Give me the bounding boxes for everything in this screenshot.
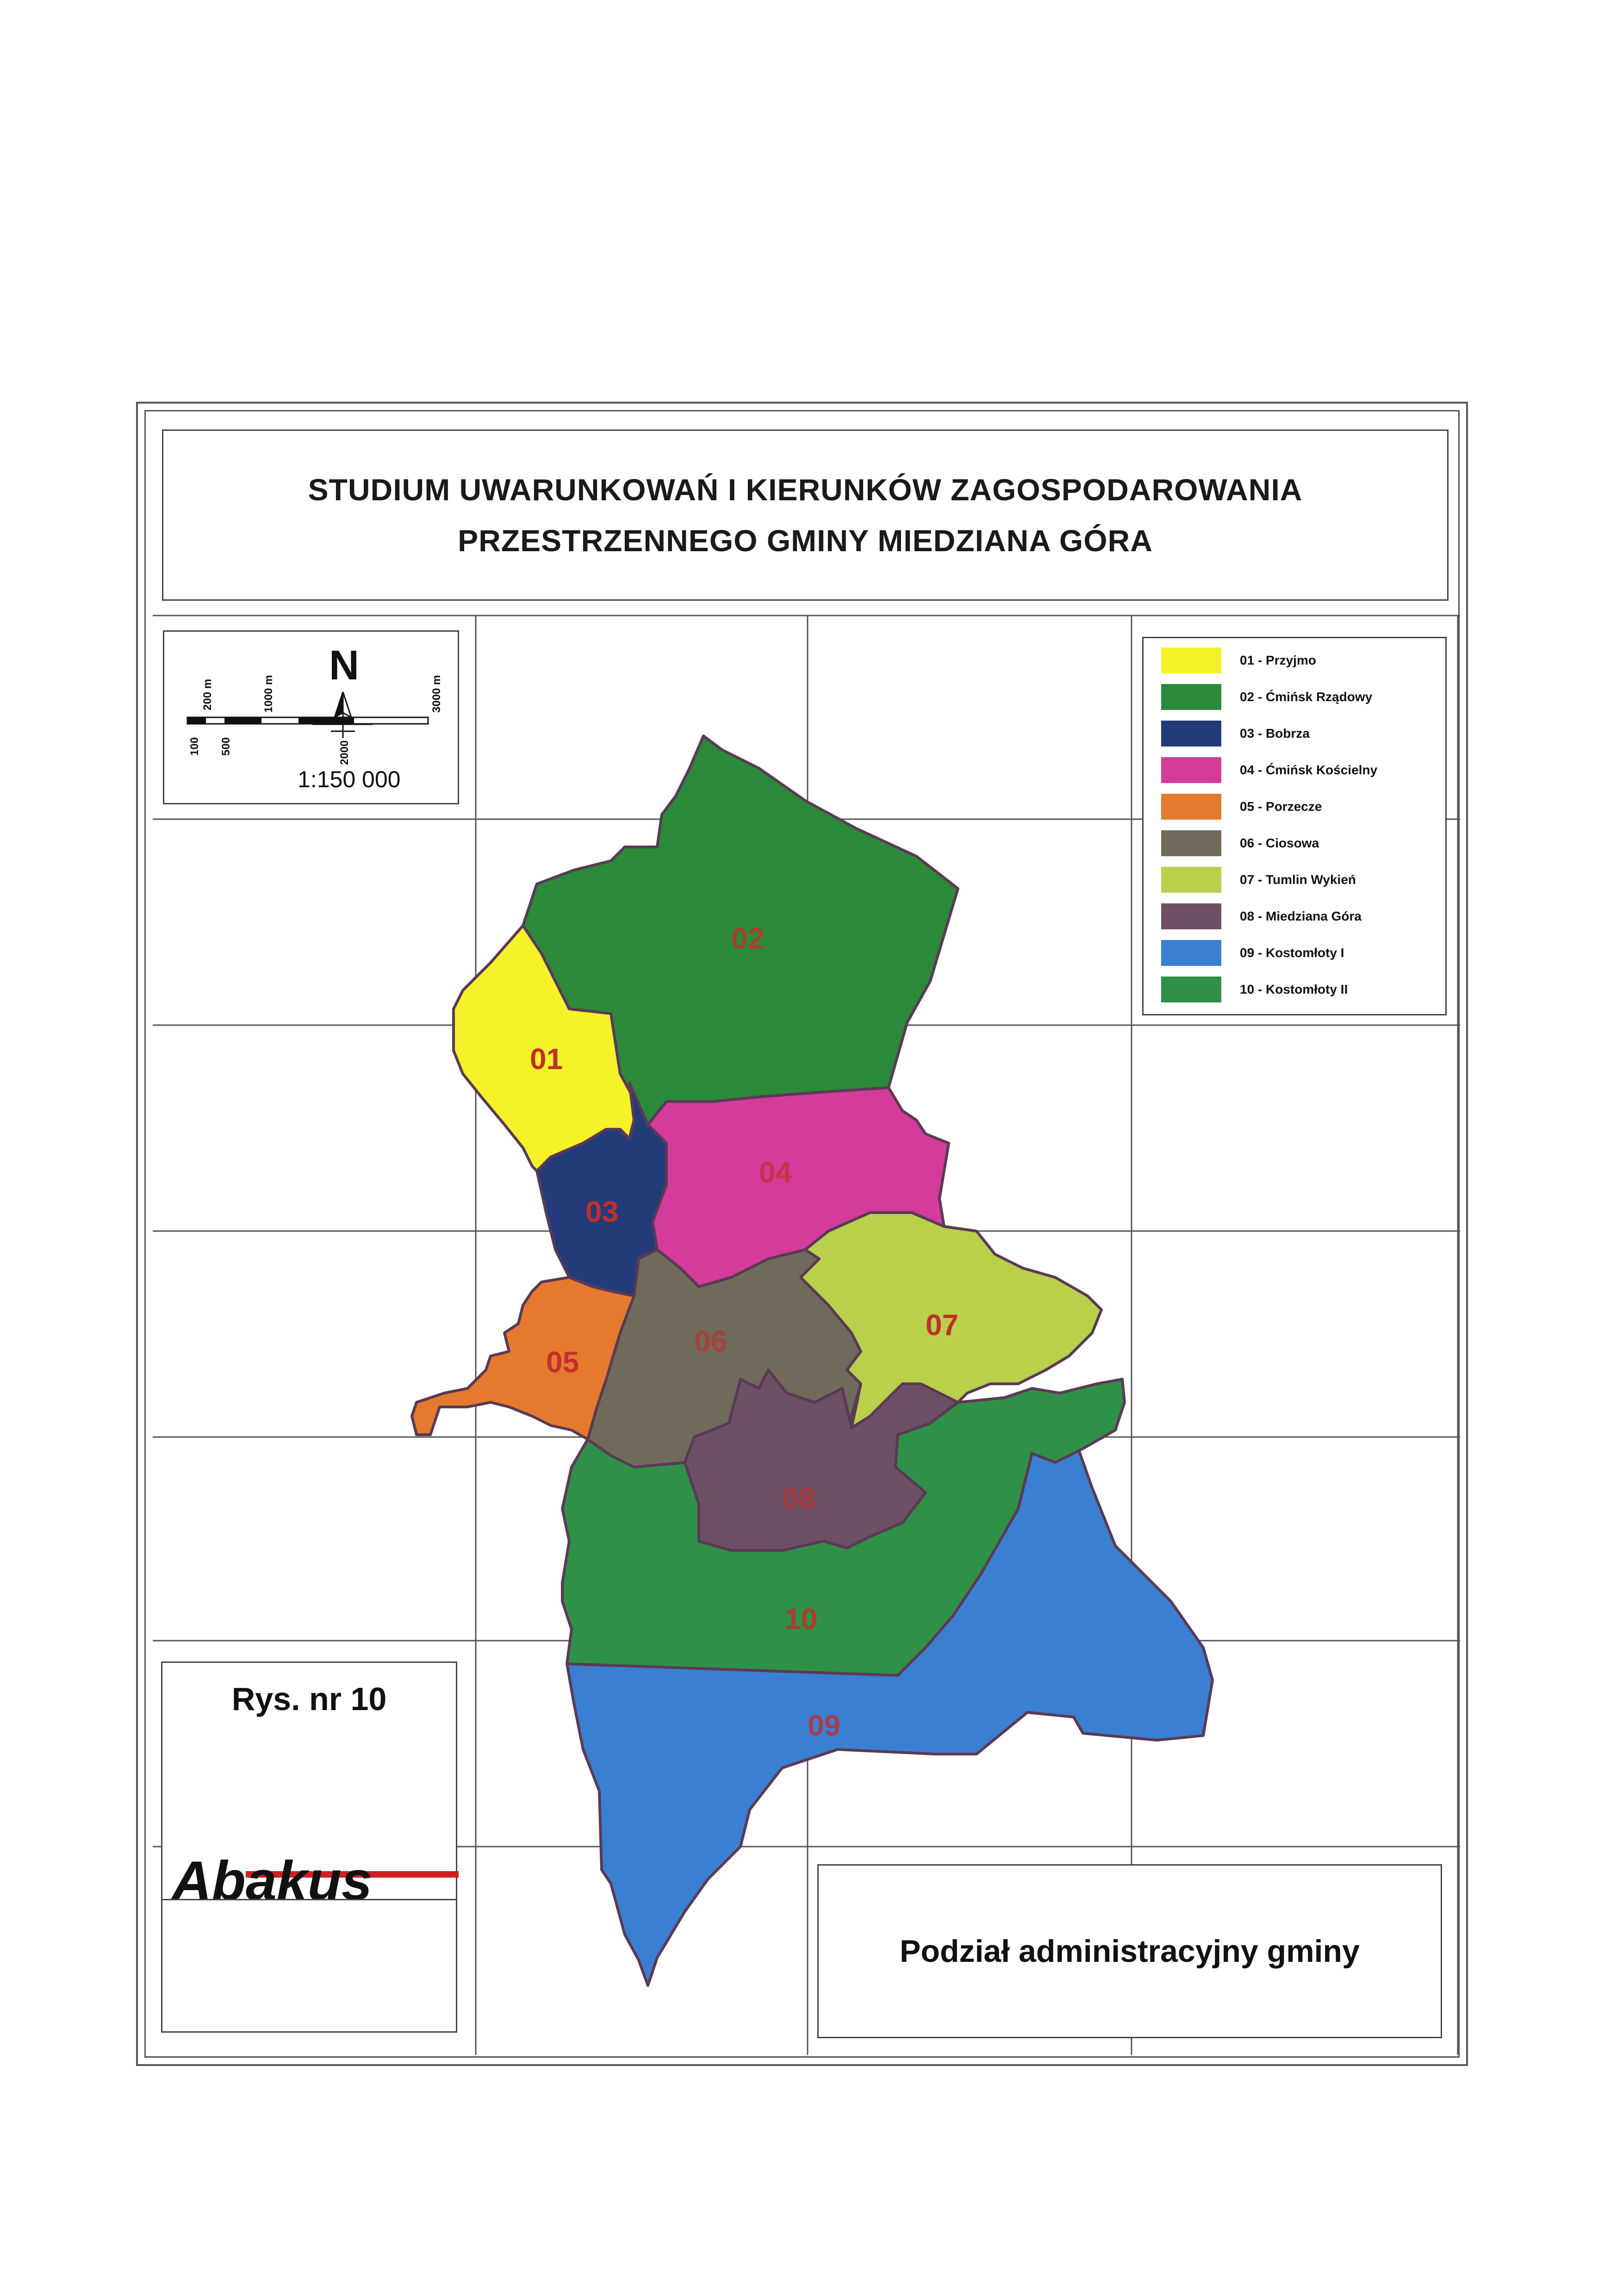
north-letter: N	[329, 642, 359, 689]
scale-tick-100: 100	[188, 737, 201, 756]
caption-box	[817, 1864, 1442, 2038]
regions	[412, 736, 1213, 1985]
legend-item-07	[1161, 867, 1356, 893]
region-label-02: 02	[731, 922, 765, 955]
legend	[1142, 637, 1447, 1015]
legend-swatch	[1161, 940, 1221, 966]
region-label-08: 08	[782, 1482, 815, 1515]
legend-swatch	[1161, 647, 1221, 673]
legend-item-05	[1161, 794, 1322, 820]
abakus-logo	[162, 1848, 459, 1913]
legend-swatch	[1161, 977, 1221, 1002]
title-line-2: PRZESTRZENNEGO GMINY MIEDZIANA GÓRA	[458, 523, 1153, 558]
region-label-05: 05	[546, 1345, 579, 1379]
legend-item-02	[1161, 684, 1372, 710]
legend-item-08	[1161, 903, 1362, 929]
legend-label: 03 - Bobrza	[1240, 726, 1310, 740]
scale-bar-box	[163, 630, 459, 804]
svg-text:Abakus: Abakus	[172, 1850, 373, 1912]
caption-text: Podział administracyjny gminy	[900, 1934, 1360, 1969]
legend-label: 04 - Ćmińsk Kościelny	[1240, 763, 1378, 777]
region-label-04: 04	[759, 1156, 792, 1189]
region-label-10: 10	[784, 1602, 818, 1636]
legend-label: 01 - Przyjmo	[1240, 653, 1316, 667]
scale-tick-200m: 200 m	[201, 678, 214, 710]
legend-swatch	[1161, 794, 1221, 820]
scale-tick-500: 500	[220, 737, 232, 756]
title-line-1: STUDIUM UWARUNKOWAŃ I KIERUNKÓW ZAGOSPODAROWANIA	[308, 473, 1303, 507]
legend-label: 06 - Ciosowa	[1240, 836, 1319, 850]
legend-swatch	[1161, 867, 1221, 893]
legend-label: 09 - Kostomłoty I	[1240, 946, 1344, 960]
legend-item-10	[1161, 977, 1348, 1002]
scale-tick-3000m: 3000 m	[430, 675, 443, 713]
region-label-07: 07	[926, 1308, 959, 1342]
legend-label: 05 - Porzecze	[1240, 799, 1322, 814]
legend-label: 07 - Tumlin Wykień	[1240, 872, 1356, 887]
legend-swatch	[1161, 903, 1221, 929]
figure-number: Rys. nr 10	[231, 1681, 387, 1717]
scale-tick-2000: 2000	[338, 740, 351, 765]
region-label-03: 03	[585, 1195, 619, 1228]
legend-label: 02 - Ćmińsk Rządowy	[1240, 690, 1373, 704]
legend-swatch	[1161, 830, 1221, 856]
region-label-09: 09	[808, 1709, 841, 1742]
scale-ratio: 1:150 000	[298, 766, 401, 792]
legend-label: 10 - Kostomłoty II	[1240, 982, 1348, 996]
scale-tick-1000m: 1000 m	[262, 675, 275, 713]
legend-item-01	[1161, 647, 1316, 673]
legend-label: 08 - Miedziana Góra	[1240, 909, 1362, 923]
legend-swatch	[1161, 684, 1221, 710]
region-label-01: 01	[530, 1042, 563, 1076]
legend-item-04	[1161, 757, 1377, 783]
legend-item-09	[1161, 940, 1344, 966]
north-arrow-icon	[312, 692, 373, 738]
legend-item-03	[1161, 721, 1310, 747]
legend-item-06	[1161, 830, 1319, 856]
figure-box	[161, 1661, 457, 2033]
legend-swatch	[1161, 757, 1221, 783]
legend-swatch	[1161, 721, 1221, 747]
region-label-06: 06	[694, 1325, 728, 1358]
figure-box-divider	[162, 1899, 456, 1900]
